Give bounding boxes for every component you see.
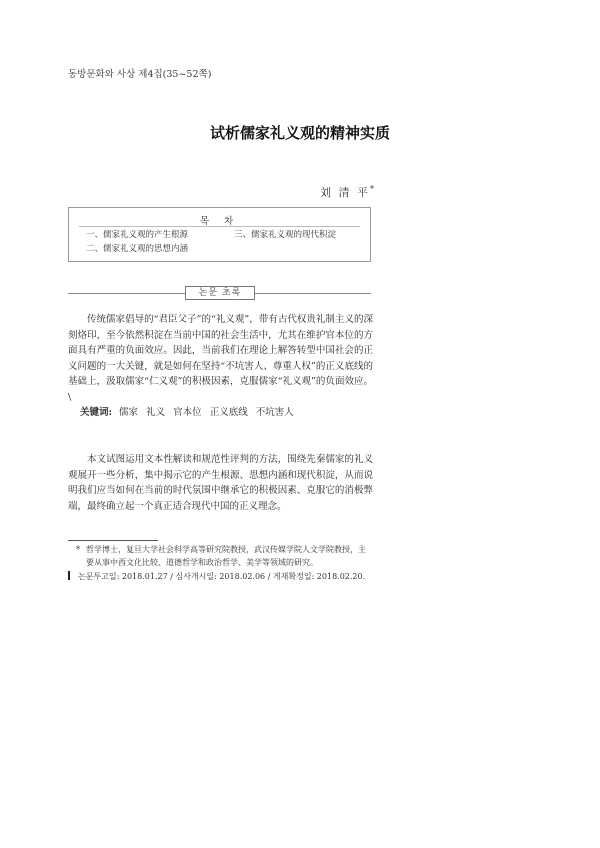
keyword: 礼义	[146, 407, 166, 418]
toc-item: 一、儒家礼义观的产生根源	[86, 230, 189, 240]
author-name	[320, 184, 374, 200]
footnote	[68, 544, 373, 569]
paper-title: 试析儒家礼义观的精神实质	[209, 124, 390, 142]
toc-item: 二、儒家礼义观的思想内涵	[86, 244, 189, 254]
keyword: 儒家	[119, 407, 139, 418]
table-of-contents	[68, 207, 371, 262]
keywords	[80, 404, 299, 418]
abstract-text: 传统儒家倡导的“君臣父子”的“礼义观”，带有古代权贵礼制主义的深刻烙印，至今依然积淀在当前中国的社会生活中，尤其在维护官本位的方面具有严重的负面效应。因此，当前我们在理论上解答转型中国社会的正义问题的一大关键，就是如何在坚持“不坑害人、尊重人权”的正义底线的基础上，汲取儒家“仁义观”的积极因素，克服儒家“礼义观”的负面效应。\	[68, 314, 373, 403]
author-name-text: 刘 清 平	[320, 186, 370, 199]
keywords-label: 关键词:	[80, 407, 113, 418]
keyword: 正义底线	[209, 407, 248, 418]
dates-text: 논문투고일: 2018.01.27 / 심사개시일: 2018.02.06 / 게재확정일: 2018.02.20.	[78, 572, 366, 581]
submission-dates	[68, 571, 365, 582]
footnote-rule	[68, 540, 158, 541]
dates-marker	[68, 571, 70, 580]
keyword: 不坑害人	[255, 407, 294, 418]
journal-citation: 동방문화와 사상 제4집(35~52쪽)	[68, 69, 212, 80]
toc-item: 三、儒家礼义观的现代积淀	[234, 230, 337, 240]
intro-paragraph: 本文试图运用文本性解读和规范性评判的方法，围绕先秦儒家的礼义观展开一些分析，集中揭示它的产生根源、思想内涵和现代积淀，从而说明我们应当如何在当前的时代氛围中继承它的积极因素、克服它的消极弊端，最终确立起一个真正适合现代中国的正义理念。	[68, 454, 373, 512]
footnote-mark: *	[76, 545, 80, 554]
keyword: 官本位	[173, 407, 202, 418]
footnote-text: 哲学博士，复旦大学社会科学高等研究院教授，武汉传媒学院人文学院教授，主要从事中西文化比较、道德哲学和政治哲学、美学等领域的研究。	[86, 545, 366, 567]
toc-divider	[79, 226, 360, 227]
author-footnote-mark: *	[370, 184, 374, 194]
abstract-label: 논문 초록	[185, 286, 255, 300]
toc-heading: 목 차	[199, 216, 240, 227]
